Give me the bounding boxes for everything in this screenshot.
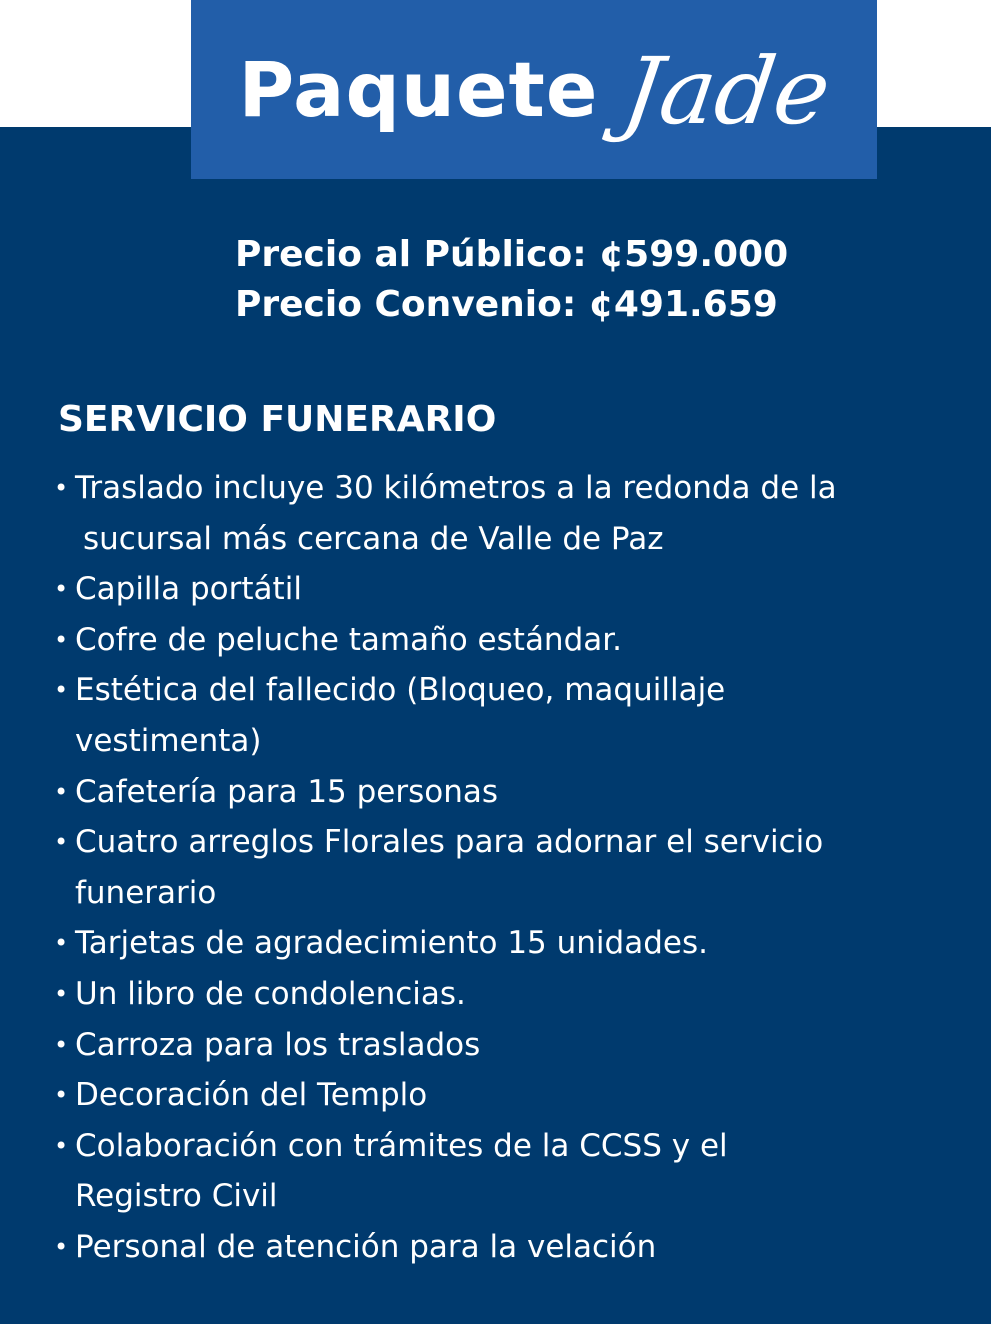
service-item (54, 564, 964, 615)
service-item-text: Capilla portátil (75, 571, 302, 608)
bullet-icon: • (54, 1131, 69, 1160)
title-banner (191, 0, 877, 179)
service-item (54, 1020, 964, 1071)
bullet-icon: • (54, 828, 69, 857)
service-item-text: Un libro de condolencias. (75, 975, 466, 1012)
service-item-text: Traslado incluye 30 kilómetros a la redonda de la (75, 470, 837, 506)
services-list (54, 463, 964, 1273)
service-item (54, 1121, 964, 1222)
service-item-text: Estética del fallecido (Bloqueo, maquillaje (75, 672, 726, 709)
bullet-icon: • (54, 1081, 69, 1110)
service-item (54, 918, 964, 969)
service-item-text: Cofre de peluche tamaño estándar. (75, 621, 623, 658)
public-price: Precio al Público: ¢599.000 (235, 234, 789, 275)
service-item-text: Tarjetas de agradecimiento 15 unidades. (75, 925, 708, 962)
service-item (54, 1070, 964, 1121)
service-item (54, 615, 964, 666)
service-item-text: Cuatro arreglos Florales para adornar el servicio (75, 824, 824, 861)
service-item-text: Carroza para los traslados (75, 1026, 481, 1063)
bullet-icon: • (54, 777, 69, 806)
service-item (54, 969, 964, 1020)
service-item-text: Decoración del Templo (75, 1077, 428, 1114)
bullet-icon: • (54, 1030, 69, 1059)
service-item (54, 1222, 964, 1273)
bullet-icon: • (54, 676, 69, 705)
service-item-text: Colaboración con trámites de la CCSS y el (75, 1127, 728, 1164)
service-item-text: vestimenta) (75, 722, 262, 759)
service-item-text: Registro Civil (75, 1178, 278, 1215)
price-block (235, 230, 788, 330)
agreement-price: Precio Convenio: ¢491.659 (235, 284, 778, 325)
bullet-icon: • (54, 625, 69, 654)
bullet-icon: • (54, 929, 69, 958)
package-title: Paquete (238, 44, 599, 134)
bullet-icon: • (54, 979, 69, 1008)
service-item-text: sucursal más cercana de Valle de Paz (83, 520, 664, 557)
service-item-text: Cafetería para 15 personas (75, 773, 499, 810)
service-item-text: Personal de atención para la velación (75, 1228, 657, 1265)
service-item (54, 817, 964, 918)
bullet-icon: • (54, 474, 69, 502)
service-item (54, 463, 964, 564)
bullet-icon: • (54, 1232, 69, 1261)
service-item-text: funerario (75, 874, 217, 911)
service-item (54, 767, 964, 818)
package-name: Jade (616, 37, 838, 145)
service-item (54, 665, 964, 766)
bullet-icon: • (54, 575, 69, 604)
section-title: SERVICIO FUNERARIO (58, 399, 497, 440)
